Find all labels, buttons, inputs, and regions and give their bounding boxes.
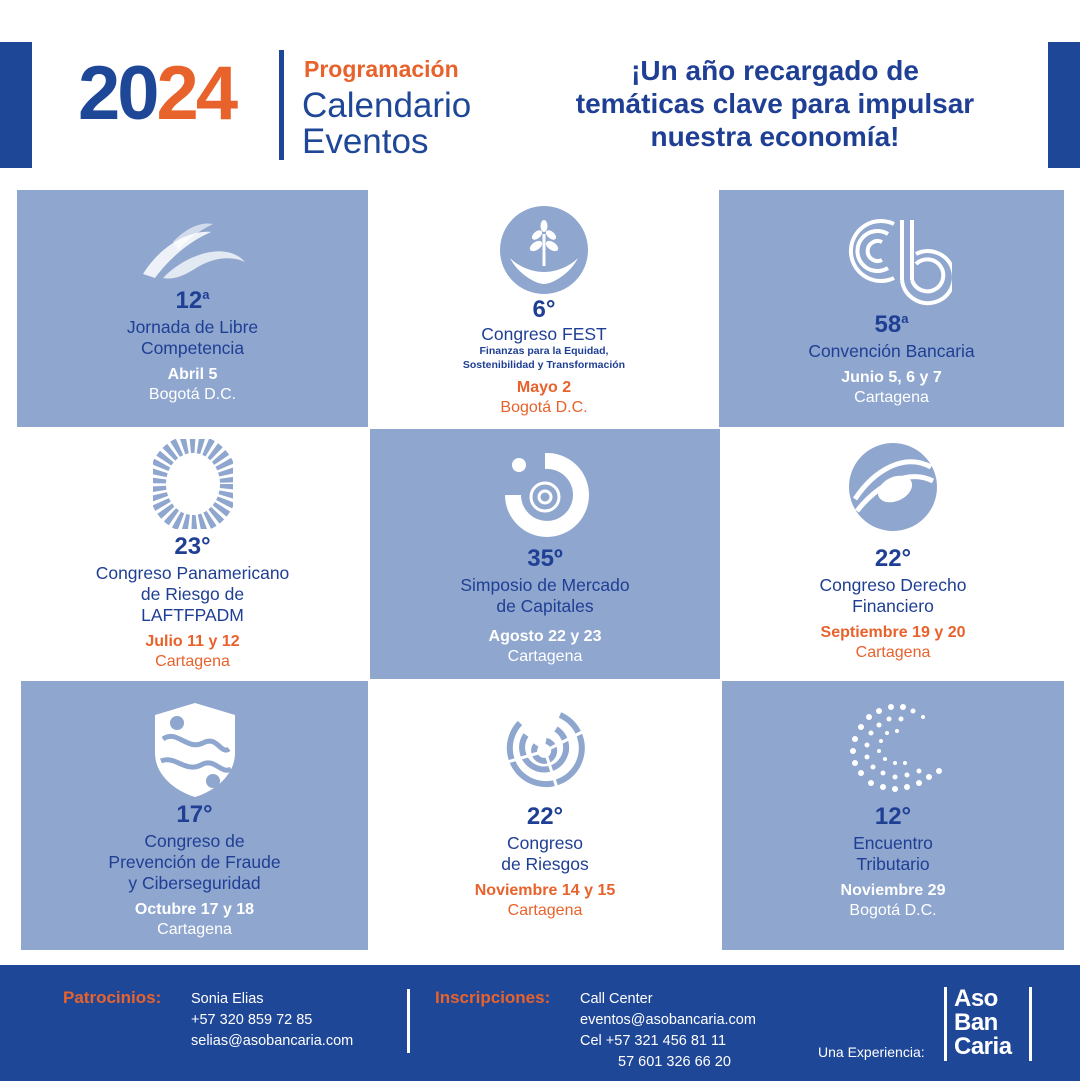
calendario-label: Calendario bbox=[302, 86, 472, 125]
inscripciones-label: Inscripciones: bbox=[435, 988, 551, 1007]
event-date: Abril 5 bbox=[167, 366, 218, 383]
event-card-convencion-bancaria[interactable] bbox=[719, 190, 1064, 427]
radar-arcs-icon bbox=[500, 703, 590, 799]
event-number: 17° bbox=[176, 801, 213, 828]
footer bbox=[0, 965, 1080, 1081]
inscripciones-email[interactable]: eventos@asobancaria.com bbox=[580, 1012, 756, 1029]
event-number: 23° bbox=[174, 533, 211, 560]
event-city: Cartagena bbox=[854, 389, 929, 406]
event-date: Agosto 22 y 23 bbox=[488, 628, 602, 645]
split-sphere-icon bbox=[845, 439, 941, 535]
asobancaria-logo: Aso Ban Caria bbox=[944, 987, 1032, 1061]
inscripciones-cel[interactable]: Cel +57 321 456 81 11 bbox=[580, 1033, 727, 1050]
event-date: Noviembre 14 y 15 bbox=[474, 882, 616, 899]
event-city: Cartagena bbox=[507, 902, 583, 919]
event-card-fraude-ciberseguridad[interactable] bbox=[21, 681, 368, 950]
shield-icon bbox=[147, 699, 243, 799]
event-number: 12° bbox=[874, 803, 912, 830]
event-card-derecho-financiero[interactable] bbox=[722, 429, 1064, 679]
right-accent-bar bbox=[1048, 42, 1080, 168]
event-card-libre-competencia[interactable] bbox=[17, 190, 368, 427]
dotted-c-icon bbox=[843, 699, 943, 795]
event-city: Bogotá D.C. bbox=[849, 902, 937, 919]
event-city: Cartagena bbox=[155, 653, 230, 670]
event-card-panamericano-riesgo[interactable] bbox=[17, 429, 368, 679]
cb-monogram-icon bbox=[832, 208, 952, 308]
event-name: Congreso Derecho Financiero bbox=[819, 575, 967, 616]
event-date: Mayo 2 bbox=[516, 379, 572, 397]
year-title: 2024 bbox=[78, 51, 236, 136]
hands-plant-icon bbox=[496, 202, 592, 298]
tagline: ¡Un año recargado de temáticas clave para impulsar nuestra economía! bbox=[575, 55, 975, 153]
event-card-encuentro-tributario[interactable] bbox=[722, 681, 1064, 950]
event-name: Congreso de Prevención de Fraude y Ciberseguridad bbox=[108, 831, 281, 893]
event-city: Bogotá D.C. bbox=[148, 386, 237, 403]
striped-ring-icon bbox=[153, 439, 233, 529]
event-name: Congreso de Riesgos bbox=[501, 833, 589, 874]
event-name: Simposio de Mercado de Capitales bbox=[460, 575, 630, 616]
inscripciones-phone[interactable]: 57 601 326 66 20 bbox=[618, 1054, 731, 1071]
event-number: 35º bbox=[527, 545, 563, 572]
event-number: 12$^a$ bbox=[175, 287, 210, 314]
event-city: Cartagena bbox=[157, 921, 232, 938]
inscripciones-contact: Call Center eventos@asobancaria.com Cel +57 321 456 81 11 57 601 326 66 20 bbox=[580, 989, 756, 1073]
title-divider bbox=[279, 50, 284, 160]
event-name: Congreso Panamericano de Riesgo de LAFTFPADM bbox=[95, 563, 290, 625]
event-number: 22° bbox=[874, 545, 912, 572]
event-subtitle: Finanzas para la Equidad, Sostenibilidad y Transformación bbox=[462, 345, 626, 371]
wave-leaf-icon bbox=[133, 212, 253, 282]
event-date: Octubre 17 y 18 bbox=[134, 901, 255, 918]
patrocinios-contact: Sonia Elias +57 320 859 72 85 selias@asobancaria.com bbox=[191, 989, 353, 1052]
event-card-mercado-capitales[interactable] bbox=[370, 429, 720, 679]
patrocinios-label: Patrocinios: bbox=[63, 988, 162, 1007]
event-city: Cartagena bbox=[507, 648, 583, 665]
event-name: Encuentro Tributario bbox=[853, 833, 933, 874]
footer-divider bbox=[407, 989, 410, 1053]
patrocinios-email[interactable]: selias@asobancaria.com bbox=[191, 1033, 354, 1050]
event-city: Cartagena bbox=[855, 644, 931, 661]
left-accent-bar bbox=[0, 42, 32, 168]
event-number: 6° bbox=[532, 296, 556, 323]
experiencia-label: Una Experiencia: bbox=[818, 1044, 925, 1060]
spiral-circle-icon bbox=[495, 449, 595, 539]
programacion-label: Programación bbox=[304, 56, 459, 82]
event-card-congreso-riesgos[interactable] bbox=[370, 681, 720, 950]
event-date: Junio 5, 6 y 7 bbox=[841, 369, 942, 386]
event-date: Julio 11 y 12 bbox=[145, 633, 240, 650]
event-name: Convención Bancaria bbox=[808, 341, 975, 361]
patrocinios-phone[interactable]: +57 320 859 72 85 bbox=[191, 1012, 313, 1029]
event-name: Congreso FEST bbox=[481, 324, 607, 344]
event-card-congreso-fest[interactable] bbox=[370, 190, 718, 427]
event-number: 22° bbox=[526, 803, 564, 830]
event-date: Noviembre 29 bbox=[840, 882, 946, 899]
event-name: Jornada de Libre Competencia bbox=[126, 317, 259, 358]
event-number: 58$^a$ bbox=[874, 311, 909, 338]
eventos-label: Eventos bbox=[302, 122, 429, 161]
event-city: Bogotá D.C. bbox=[500, 399, 588, 417]
event-date: Septiembre 19 y 20 bbox=[820, 624, 966, 641]
